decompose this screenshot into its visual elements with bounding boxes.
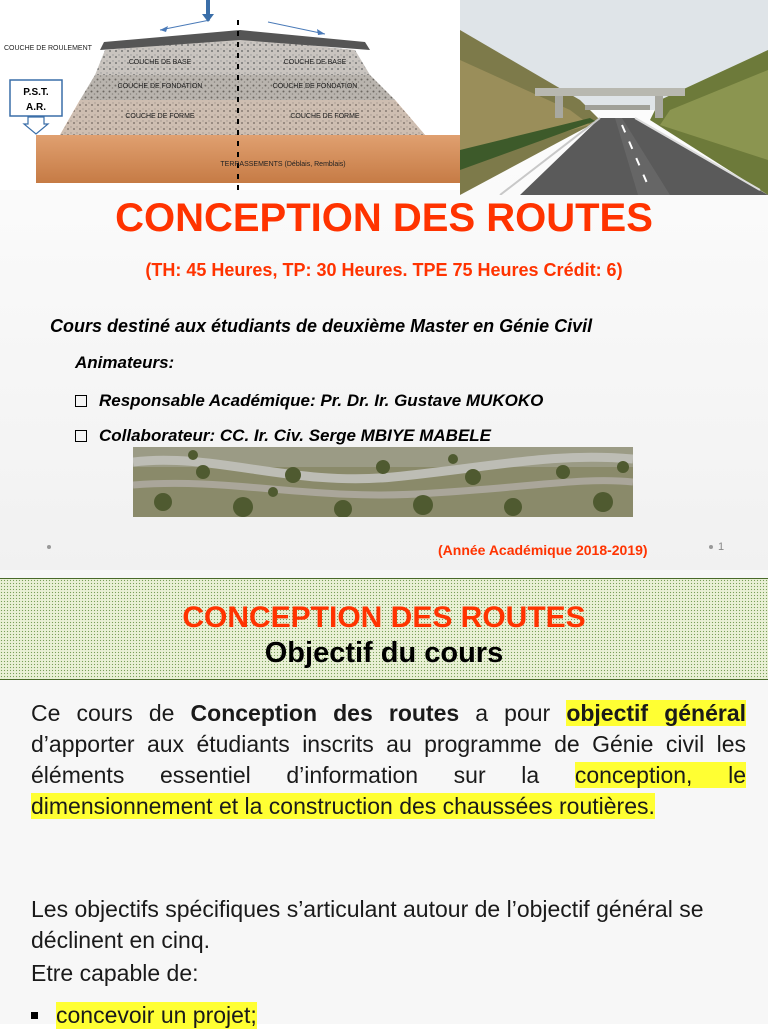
earthworks-layer	[36, 135, 460, 183]
animateur-collaborateur	[75, 426, 491, 446]
slide2-subtitle: Objectif du cours	[264, 637, 504, 669]
specific-objectives-paragraph: Les objectifs spécifiques s’articulant autour de l’objectif général se déclinent en cinq.	[31, 896, 704, 953]
layer-label-roulement: COUCHE DE ROULEMENT	[4, 45, 92, 52]
course-audience: Cours destiné aux étudiants de deuxième Master en Génie Civil	[50, 316, 593, 336]
pst-label: P.S.T.	[23, 87, 49, 98]
animateur-collaborateur-text: Collaborateur: CC. Ir. Civ. Serge MBIYE MABELE	[99, 426, 492, 445]
slide1-subtitle: (TH: 45 Heures, TP: 30 Heures. TPE 75 Heures Crédit: 6)	[145, 260, 623, 280]
slide1-title: CONCEPTION DES ROUTES	[115, 196, 653, 240]
objective-bullet-text: concevoir un projet;	[56, 1002, 257, 1028]
highlight-objectif-general: objectif général	[566, 700, 747, 726]
winding-road-photo	[133, 447, 633, 517]
road-cross-section-diagram	[0, 0, 460, 190]
objective-bullet-item	[31, 1002, 257, 1029]
layer-label-forme-right: COUCHE DE FORME	[290, 113, 360, 120]
slide-bullet-dot	[709, 545, 713, 549]
layer-label-base: COUCHE DE BASE	[128, 59, 192, 66]
layer-label-fondation-right: COUCHE DE FONDATION	[272, 83, 358, 90]
slide2-title: CONCEPTION DES ROUTES	[182, 601, 586, 634]
checkbox-bullet-icon	[75, 430, 87, 442]
slide-2	[0, 570, 768, 1028]
animateur-responsable	[75, 391, 543, 411]
layer-label-fondation: COUCHE DE FONDATION	[117, 83, 203, 90]
layer-label-base-right: COUCHE DE BASE	[283, 59, 347, 66]
slide-bullet-dot	[47, 545, 51, 549]
slide2-header-band	[0, 578, 768, 680]
highlight-conception: conception, le dimensionnement et la construction des chaussées routières.	[31, 762, 746, 819]
slide-number: 1	[718, 541, 725, 553]
academic-year: (Année Académique 2018-2019)	[438, 542, 648, 558]
capable-heading: Etre capable de:	[31, 960, 199, 986]
checkbox-bullet-icon	[75, 395, 87, 407]
course-objective-paragraph: Ce cours de Conception des routes a pour objectif général d’apporter aux étudiants inscrits au programme de Génie civil les éléments essentiel d’information sur la conception, le dimensionnement et la construction des chaussées routières.	[31, 700, 747, 819]
animateur-responsable-text: Responsable Académique: Pr. Dr. Ir. Gustave MUKOKO	[99, 391, 544, 410]
highway-photo	[460, 0, 768, 195]
layer-label-terrassements: TERRASSEMENTS (Déblais, Remblais)	[220, 161, 346, 168]
layer-label-forme: COUCHE DE FORME	[125, 113, 195, 120]
animateurs-heading: Animateurs:	[75, 353, 175, 372]
square-bullet-icon	[31, 1012, 38, 1019]
ar-label: A.R.	[26, 102, 46, 113]
